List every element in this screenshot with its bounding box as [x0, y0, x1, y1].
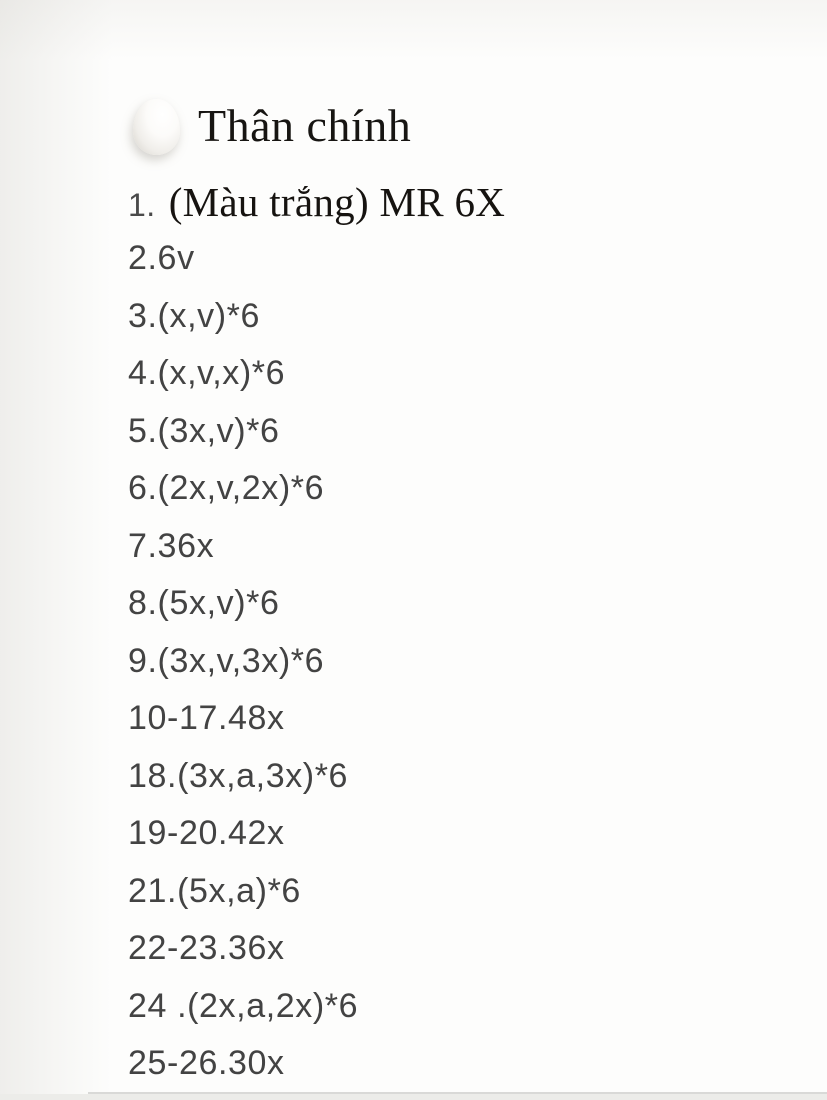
pattern-rows — [128, 230, 788, 1093]
page-top-shade — [0, 0, 827, 60]
pattern-row: 24 .(2x,a,2x)*6 — [128, 986, 359, 1025]
pattern-content — [128, 96, 788, 1093]
pattern-row: 6.(2x,v,2x)*6 — [128, 469, 325, 507]
pattern-row: 19-20.42x — [128, 814, 285, 852]
pattern-row: 9.(3x,v,3x)*6 — [128, 641, 325, 680]
pattern-row: 2.6v — [128, 239, 195, 277]
section-header — [128, 96, 788, 154]
pattern-row: 4.(x,v,x)*6 — [128, 354, 286, 392]
pattern-row: 21.(5x,a)*6 — [128, 871, 301, 910]
pattern-row-1 — [128, 178, 788, 224]
pattern-row: 5.(3x,v)*6 — [128, 411, 280, 450]
egg-icon — [133, 99, 180, 155]
pattern-row: 10-17.48x — [128, 699, 285, 737]
pattern-row: 7.36x — [128, 526, 215, 565]
footer-strip — [0, 1094, 827, 1100]
pattern-row: 18.(3x,a,3x)*6 — [128, 756, 349, 795]
page-left-shade — [0, 0, 118, 1100]
row-text-color-note: (Màu trắng) MR 6X — [168, 179, 506, 225]
section-title: Thân chính — [198, 99, 412, 151]
pattern-row: 8.(5x,v)*6 — [128, 584, 280, 622]
pattern-row: 3.(x,v)*6 — [128, 296, 260, 335]
pattern-row: 22-23.36x — [128, 929, 285, 967]
row-number: 1. — [128, 187, 156, 223]
pattern-row: 25-26.30x — [128, 1044, 285, 1082]
